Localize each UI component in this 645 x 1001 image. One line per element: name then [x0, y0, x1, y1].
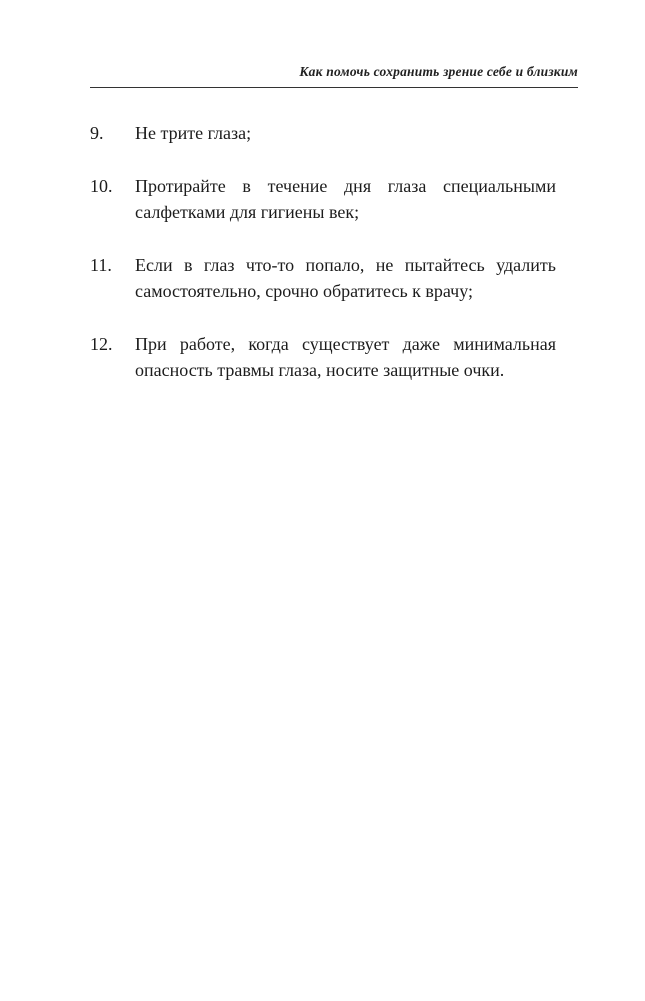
list-item-number: 11.: [90, 255, 112, 275]
list-item-text: Не трите глаза;: [135, 123, 252, 143]
header-divider: [90, 87, 578, 88]
list-item: [90, 120, 556, 146]
list-item-text: Если в глаз что-то попало, не пытайтесь удалить самостоятельно, срочно обратитесь к врачу;: [135, 255, 556, 301]
running-header: Как помочь сохранить зрение себе и близким: [299, 64, 578, 79]
list-item-text: Протирайте в течение дня глаза специальными салфетками для гигиены век;: [135, 176, 556, 222]
list-item-number: 9.: [90, 123, 104, 143]
list-item: [90, 252, 556, 304]
list-item-number: 12.: [90, 334, 113, 354]
list-item: [90, 173, 556, 225]
list-item-text: При работе, когда существует даже минимальная опасность травмы глаза, носите защитные очки.: [135, 334, 556, 380]
list-item: [90, 331, 556, 383]
numbered-list: [90, 120, 556, 410]
list-item-number: 10.: [90, 176, 113, 196]
